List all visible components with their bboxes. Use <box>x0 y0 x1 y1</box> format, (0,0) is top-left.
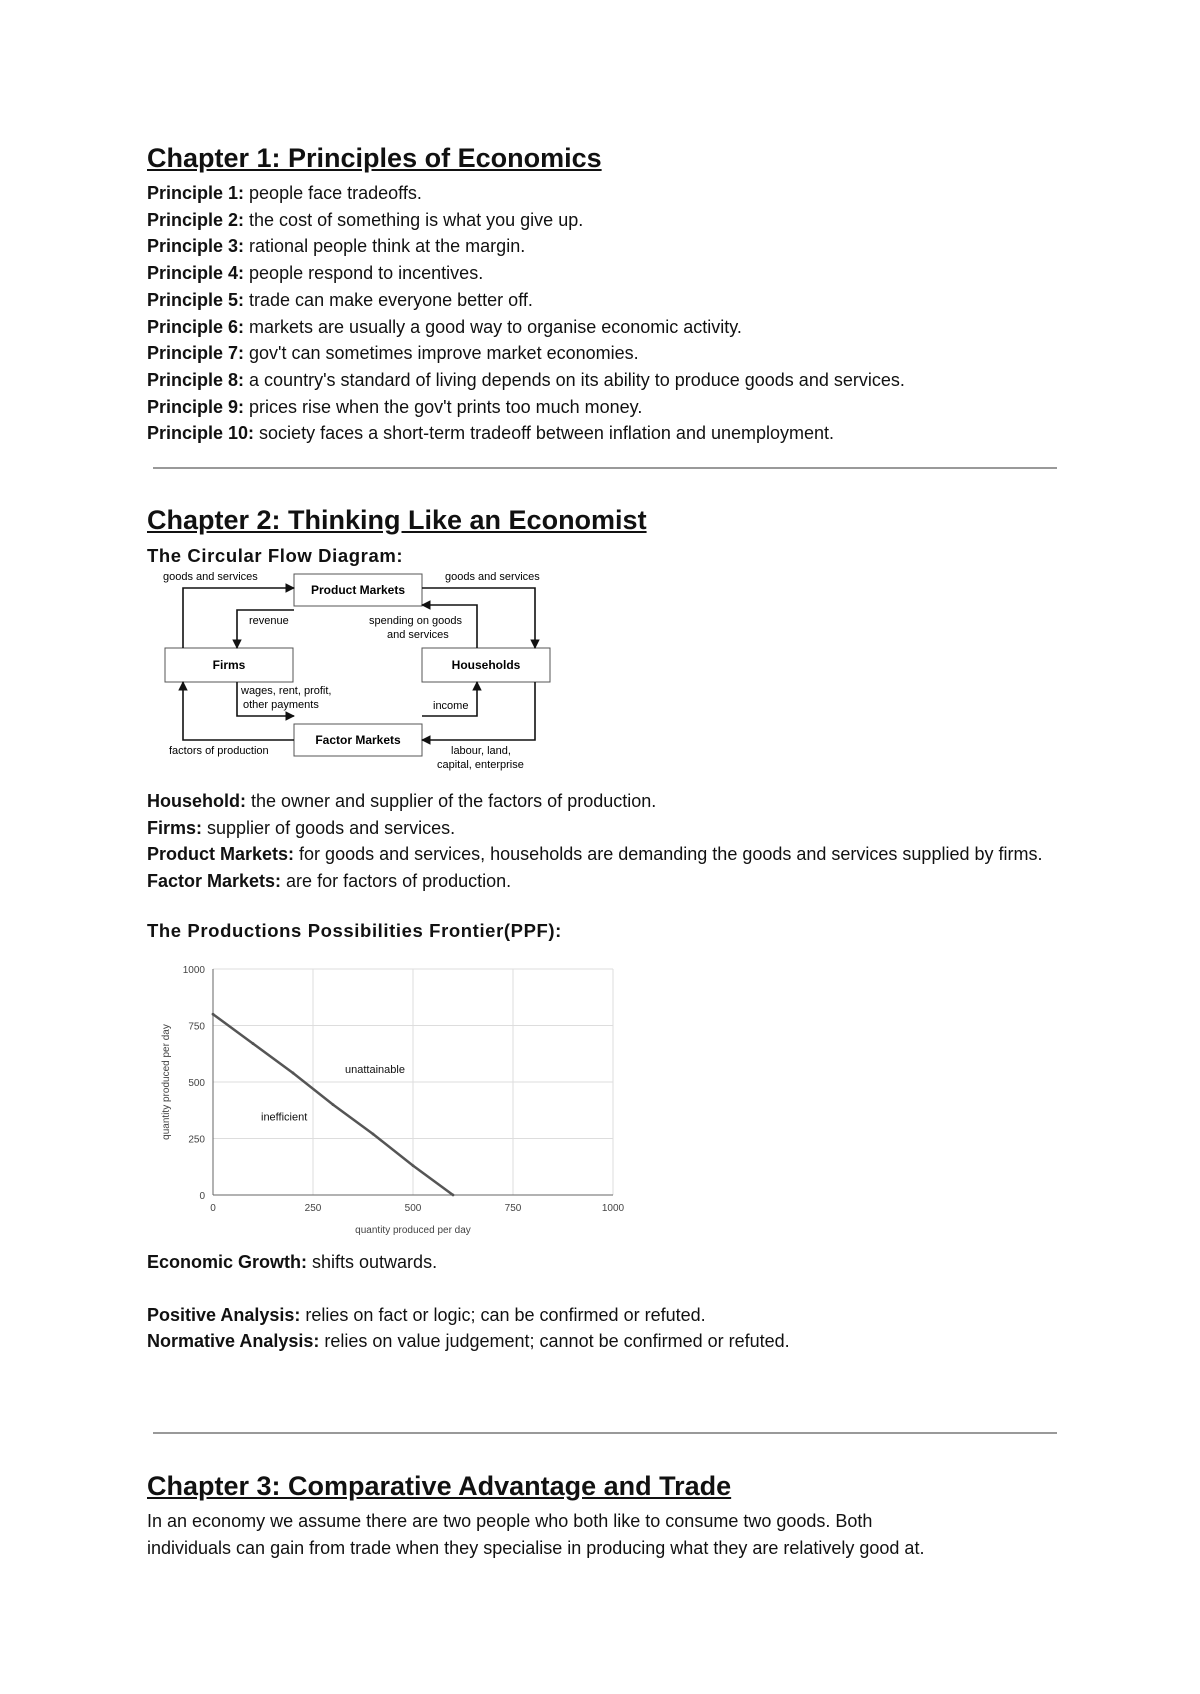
economic-growth-label: Economic Growth: <box>147 1251 308 1272</box>
definition-label: Household: <box>147 791 246 811</box>
normative-analysis-label: Normative Analysis: <box>147 1331 320 1352</box>
principle-text: a country's standard of living depends on its ability to produce goods and services. <box>244 369 905 390</box>
factors-label: factors of production <box>169 745 269 757</box>
normative-analysis-line <box>147 1328 1067 1355</box>
principle-text: people face tradeoffs. <box>244 183 422 203</box>
x-axis-label: quantity produced per day <box>355 1224 471 1236</box>
positive-analysis-line <box>147 1302 1067 1329</box>
principle-label: Principle 8: <box>147 369 245 390</box>
chapter-2 <box>147 502 1067 1355</box>
definition-4 <box>147 868 1067 895</box>
chapter-3-paragraph-line-1: In an economy we assume there are two people who both like to consume two goods. Both <box>147 1511 873 1531</box>
chapter-3-title: Chapter 3: Comparative Advantage and Trade <box>147 1471 732 1501</box>
principle-3 <box>147 233 1067 260</box>
chapter-2-title: Chapter 2: Thinking Like an Economist <box>147 505 647 535</box>
x-tick-label: 750 <box>504 1202 522 1214</box>
principle-10 <box>147 420 1067 447</box>
factor-markets-label: Factor Markets <box>315 733 401 747</box>
principle-9 <box>147 394 1067 421</box>
section-divider <box>153 1432 1057 1434</box>
principle-label: Principle 2: <box>147 209 245 230</box>
x-tick-label: 0 <box>210 1202 216 1214</box>
wages-label-1: wages, rent, profit, <box>241 685 332 697</box>
revenue-label: revenue <box>249 615 289 627</box>
definition-text: supplier of goods and services. <box>202 817 456 838</box>
principle-text: prices rise when the gov't prints too much money. <box>244 396 643 417</box>
y-axis-label: quantity produced per day <box>161 1023 172 1140</box>
positive-analysis-label: Positive Analysis: <box>147 1304 301 1325</box>
y-tick-label: 750 <box>188 1021 205 1033</box>
principle-text: people respond to incentives. <box>244 263 484 284</box>
section-divider <box>153 467 1057 469</box>
definition-1 <box>147 788 1067 815</box>
ppf-point <box>292 1071 295 1074</box>
definition-label: Product Markets: <box>147 844 295 865</box>
principle-text: rational people think at the margin. <box>244 236 526 257</box>
chapter-1 <box>147 140 1067 447</box>
y-tick-label: 500 <box>188 1077 205 1089</box>
normative-analysis-text: relies on value judgement; cannot be confirmed or refuted. <box>319 1331 790 1352</box>
ppf-point <box>452 1193 455 1196</box>
ppf-chart <box>147 949 627 1239</box>
principle-8 <box>147 367 1067 394</box>
y-tick-label: 0 <box>199 1190 205 1202</box>
definition-label: Factor Markets: <box>147 871 282 892</box>
y-tick-label: 1000 <box>182 964 205 976</box>
definition-label: Firms: <box>147 817 203 838</box>
principle-7 <box>147 340 1067 367</box>
ppf-point <box>252 1042 255 1045</box>
principle-text: trade can make everyone better off. <box>244 289 533 310</box>
goods-left-label: goods and services <box>163 571 258 583</box>
definition-text: the owner and supplier of the factors of production. <box>246 791 657 811</box>
circular-flow-heading: The Circular Flow Diagram: <box>147 545 404 566</box>
principle-label: Principle 3: <box>147 236 245 257</box>
wages-label-2: other payments <box>243 699 319 711</box>
principles-list <box>147 180 1067 447</box>
circular-flow-diagram <box>157 570 577 784</box>
labour-label-2: capital, enterprise <box>437 759 524 771</box>
households-label: Households <box>451 658 521 672</box>
principle-label: Principle 5: <box>147 289 245 310</box>
principle-5 <box>147 287 1067 314</box>
principle-6 <box>147 314 1067 341</box>
principle-label: Principle 10: <box>147 423 255 444</box>
labour-label-1: labour, land, <box>451 745 511 757</box>
spending-label-2: and services <box>387 629 449 641</box>
income-label: income <box>433 700 469 712</box>
spending-label-1: spending on goods <box>369 615 462 627</box>
principle-label: Principle 7: <box>147 343 245 364</box>
ppf-point <box>212 1013 215 1016</box>
definition-text: are for factors of production. <box>281 871 512 892</box>
chart-annotation: inefficient <box>261 1111 308 1124</box>
principle-2 <box>147 207 1067 234</box>
ppf-point <box>412 1164 415 1167</box>
principle-4 <box>147 260 1067 287</box>
x-tick-label: 500 <box>404 1202 422 1214</box>
ppf-point <box>332 1103 335 1106</box>
principle-label: Principle 9: <box>147 396 245 417</box>
definition-3 <box>147 841 1067 868</box>
principle-text: society faces a short-term tradeoff between inflation and unemployment. <box>254 423 835 444</box>
goods-right-label: goods and services <box>445 571 540 583</box>
y-tick-label: 250 <box>188 1134 205 1146</box>
x-tick-label: 250 <box>304 1202 322 1214</box>
firms-label: Firms <box>212 658 246 672</box>
chapter-1-title: Chapter 1: Principles of Economics <box>147 143 602 173</box>
ppf-heading: The Productions Possibilities Frontier(PPF): <box>147 919 562 941</box>
product-markets-label: Product Markets <box>310 583 406 597</box>
principle-text: markets are usually a good way to organise economic activity. <box>244 316 742 337</box>
chapter-3 <box>147 1468 1067 1561</box>
principle-label: Principle 4: <box>147 263 245 284</box>
economic-growth-text: shifts outwards. <box>307 1251 438 1272</box>
x-tick-label: 1000 <box>601 1202 625 1214</box>
chart-annotation: unattainable <box>345 1063 405 1076</box>
principle-label: Principle 1: <box>147 183 245 203</box>
definitions-list <box>147 788 1067 895</box>
positive-analysis-text: relies on fact or logic; can be confirmed or refuted. <box>300 1304 706 1325</box>
chapter-3-paragraph-line-2: individuals can gain from trade when they specialise in producing what they are relatively good at. <box>147 1537 925 1558</box>
ppf-point <box>372 1132 375 1135</box>
principle-1 <box>147 180 1067 207</box>
definition-2 <box>147 815 1067 842</box>
definition-text: for goods and services, households are demanding the goods and services supplied by firms. <box>294 844 1043 865</box>
principle-text: the cost of something is what you give up. <box>244 209 584 230</box>
principle-text: gov't can sometimes improve market economies. <box>244 343 639 364</box>
economic-growth-line <box>147 1249 1067 1276</box>
principle-label: Principle 6: <box>147 316 245 337</box>
